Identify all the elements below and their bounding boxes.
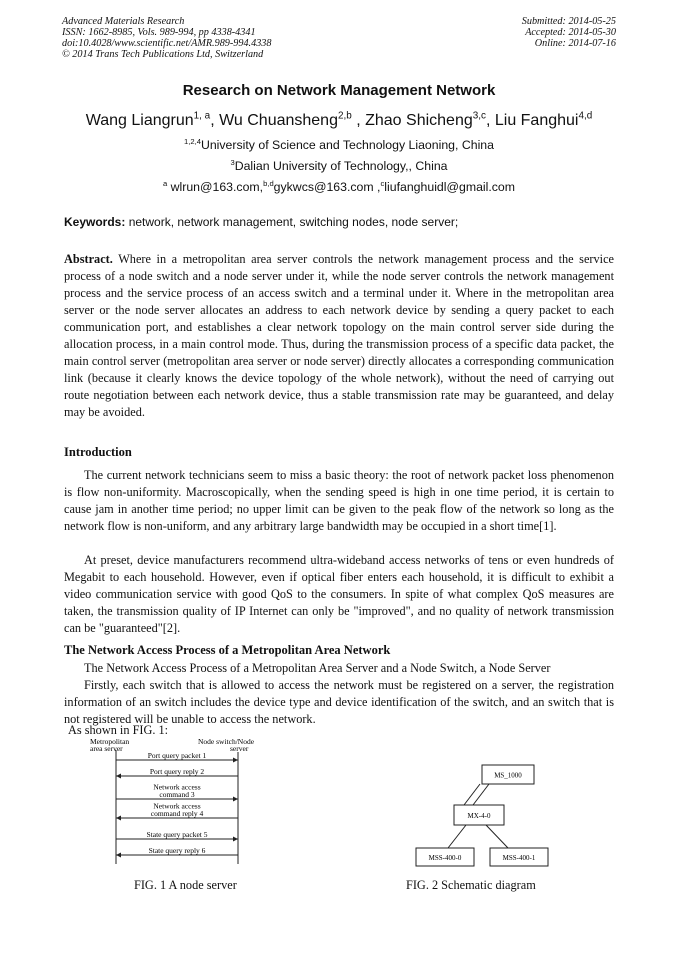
author-name: Wu Chuansheng xyxy=(219,112,338,129)
fig2-link xyxy=(486,825,508,848)
fig1-message-label: Network access xyxy=(153,801,201,811)
fig1-sequence-diagram xyxy=(80,736,272,868)
fig1-arrowhead xyxy=(116,853,121,858)
author-sup: 3,c xyxy=(472,110,486,122)
email-text: wlrun@163.com, xyxy=(167,180,264,194)
fig1-arrowhead xyxy=(233,758,238,763)
journal-doi: doi:10.4028/www.scientific.net/AMR.989-994.4338 xyxy=(62,38,272,49)
figure-reference: As shown in FIG. 1: xyxy=(68,723,169,737)
email-list xyxy=(0,180,678,194)
journal-issn: ISSN: 1662-8985, Vols. 989-994, pp 4338-4341 xyxy=(62,27,256,38)
fig2-caption: FIG. 2 Schematic diagram xyxy=(406,878,536,892)
fig1-arrowhead xyxy=(116,816,121,821)
author-name: Liu Fanghui xyxy=(494,112,579,129)
fig1-message-label: Port query reply 2 xyxy=(149,767,205,776)
journal-header xyxy=(62,16,271,60)
author-sup: 2,b xyxy=(337,110,352,122)
author-sup: 4,d xyxy=(578,110,593,122)
author-sep: , xyxy=(485,112,495,129)
fig1-message-label: command reply 4 xyxy=(150,809,204,818)
fig1-left-label-line1: Metropolitan xyxy=(90,737,130,746)
paper-title: Research on Network Management Network xyxy=(182,82,496,99)
fig2-node-ms1000-label: MS_1000 xyxy=(494,771,522,780)
fig2-node-mss4000-label: MSS-400-0 xyxy=(428,854,462,862)
intro-paragraph-2: At preset, device manufacturers recommend ultra-wideband access networks of tens or even hundreds of Megabit to each household. However, even if optical fiber enters each household, it is difficult to exhibit a video communication service with good QoS to the consumers. In spite of what complex QoS measures are taken, the transmission quality of IP Internet can only be "improved", and no quality of network transmission can be "guaranteed"[2]. xyxy=(64,553,614,635)
fig1-right-label-line1: Node switch/Node xyxy=(198,737,255,746)
journal-name: Advanced Materials Research xyxy=(62,16,185,27)
affiliation-1 xyxy=(0,138,678,152)
email-text: liufanghuidl@gmail.com xyxy=(384,180,516,194)
section-heading-network-access: The Network Access Process of a Metropolitan Area Network xyxy=(64,643,391,657)
section-heading-introduction: Introduction xyxy=(64,445,132,459)
abstract-label: Abstract. xyxy=(64,252,113,266)
affiliation-text: Dalian University of Technology,, China xyxy=(234,159,448,173)
author-sup: 1, a xyxy=(193,110,211,122)
keywords xyxy=(64,215,616,229)
author-sep: , xyxy=(210,112,220,129)
email-sup: b,d xyxy=(263,178,274,188)
fig2-node-mx40-label: MX-4-0 xyxy=(467,812,491,820)
affiliation-text: University of Science and Technology Liaoning, China xyxy=(200,138,494,152)
keywords-label: Keywords: xyxy=(64,215,126,229)
fig1-arrowhead xyxy=(233,837,238,842)
online-date: Online: 2014-07-16 xyxy=(534,38,616,49)
intro-paragraph-1: The current network technicians seem to miss a basic theory: the root of network packet loss phenomenon is flow non-uniformity. Macroscopically, when the sending speed is high in one time period, it is certain to cause jam in another time period; no upper limit can be given to the peak flow of the network so long as the network flow is non-uniform, and any arbitrary large bandwidth may be occupied in a short time[1]. xyxy=(64,468,614,533)
affiliation-sup: 3 xyxy=(230,157,235,167)
email-sup: a xyxy=(162,178,168,188)
accepted-date: Accepted: 2014-05-30 xyxy=(525,27,616,38)
fig1-left-label-line2: area server xyxy=(90,744,123,753)
fig1-caption: FIG. 1 A node server xyxy=(134,878,237,892)
fig2-schematic-diagram xyxy=(412,762,562,867)
fig2-link xyxy=(473,784,489,805)
fig1-arrowhead xyxy=(116,774,121,779)
dates-header xyxy=(522,16,616,49)
author-list xyxy=(0,112,678,130)
journal-copyright: © 2014 Trans Tech Publications Ltd, Switzerland xyxy=(62,49,264,60)
fig1-message-label: Network access xyxy=(153,782,201,792)
email-sup: c xyxy=(380,178,385,188)
fig1-message-label: State query packet 5 xyxy=(146,830,208,839)
fig1-message-label: command 3 xyxy=(159,790,195,799)
abstract-text: Where in a metropolitan area server controls the network management process and the service process of a node switch and a node server under it, while the node server controls the network management process and the service process of an access switch and a terminal under it. Where in the metropolitan area server or the node server allocates an address to each network device by sending a query packet to each communication port, and establishes a clear network topology on the main control server side during the allocation process, in a main control mode. Thus, during the transmission process of a specific data packet, the main control server (metropolitan area server or node server) directly allocates a corresponding communication link (because it clearly knows the device topology of the whole network), without the need of carrying out route negotiation between each network device, thus a stable transmission rate may be guaranteed, and delay may be avoided. xyxy=(64,252,614,419)
author-name: Wang Liangrun xyxy=(85,112,194,129)
author-name: Zhao Shicheng xyxy=(365,112,473,129)
fig1-message-label: Port query packet 1 xyxy=(147,751,207,760)
fig1-right-label-line2: server xyxy=(230,744,249,753)
affiliation-2 xyxy=(0,159,678,173)
email-text: gykwcs@163.com , xyxy=(273,180,381,194)
submitted-date: Submitted: 2014-05-25 xyxy=(521,16,616,27)
fig2-node-mss4001-label: MSS-400-1 xyxy=(502,854,536,862)
abstract xyxy=(64,251,614,421)
author-sep: , xyxy=(351,112,366,129)
fig2-link xyxy=(464,784,480,805)
keywords-text: network, network management, switching nodes, node server; xyxy=(125,215,459,229)
fig2-link xyxy=(448,825,466,848)
network-access-paragraph: Firstly, each switch that is allowed to access the network must be registered on a server, the registration information of an switch includes the device type and device identification of the switch, and an switch that is not registered will be unable to access the network. xyxy=(64,678,614,726)
affiliation-sup: 1,2,4 xyxy=(184,136,201,146)
fig1-arrowhead xyxy=(233,797,238,802)
network-access-subtitle: The Network Access Process of a Metropolitan Area Server and a Node Switch, a Node Server xyxy=(84,661,551,675)
fig1-message-label: State query reply 6 xyxy=(148,846,206,855)
